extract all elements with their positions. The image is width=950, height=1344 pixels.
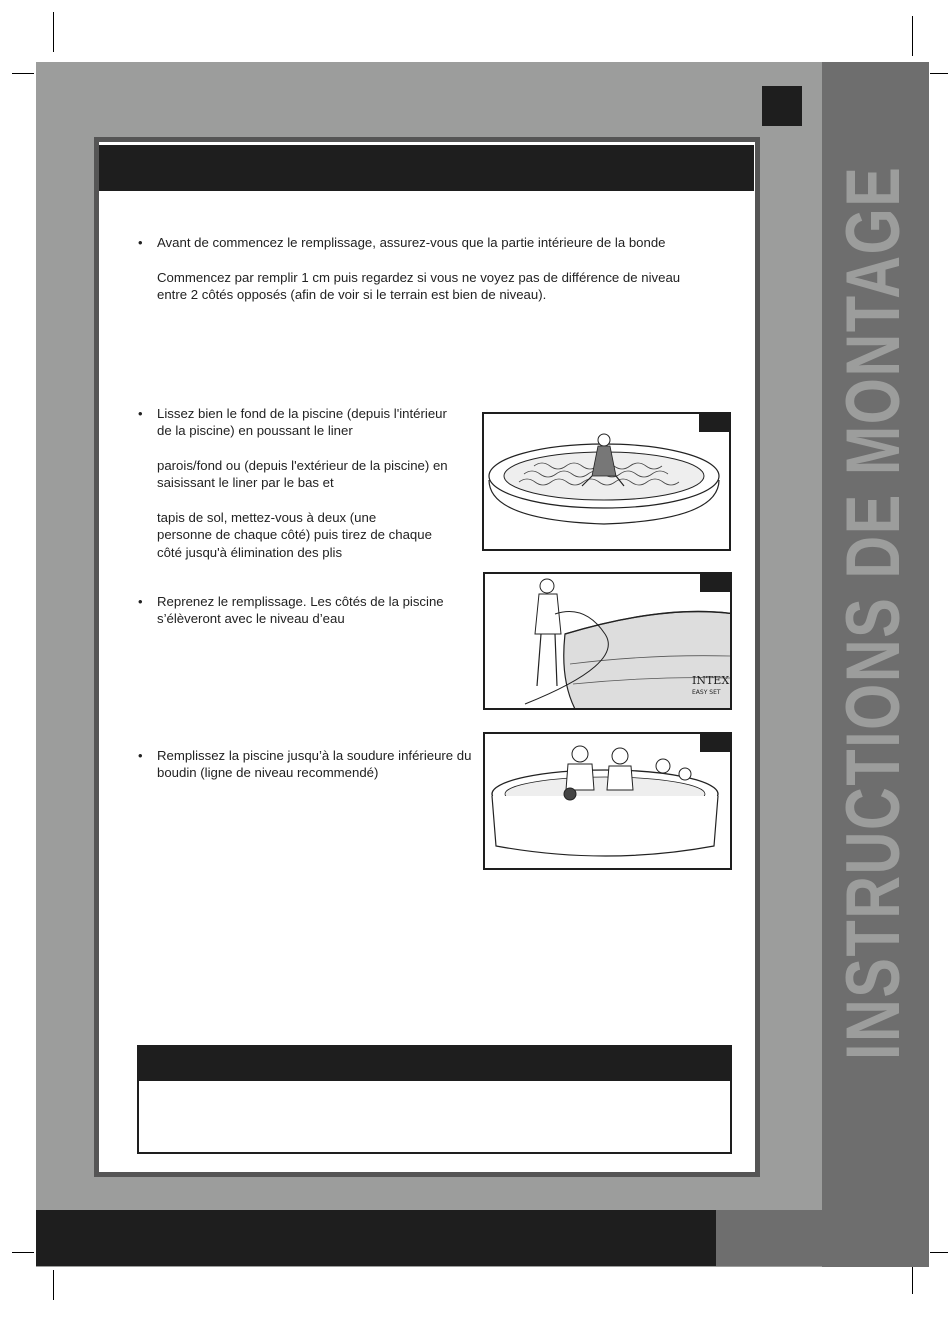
bullet: • (138, 748, 143, 763)
figure-number-tab (699, 414, 729, 432)
section-3-paragraph-1: Reprenez le remplissage. Les côtés de la piscine s’élèveront avec le niveau d’eau (157, 594, 444, 627)
section-1-line-1: Avant de commencez le remplissage, assurez-vous que la partie intérieure de la bonde (157, 235, 666, 250)
section-2-paragraph-3: tapis de sol, mettez-vous à deux (une personne de chaque côté) puis tirez de chaque côté jusqu'à élimination des plis (157, 510, 432, 560)
pool-full-illustration (483, 732, 732, 870)
crop-mark (12, 73, 34, 74)
section-4-paragraph-1: Remplissez la piscine jusqu’à la soudure inférieure du boudin (ligne de niveau recommendé) (157, 748, 472, 781)
crop-mark (912, 1264, 913, 1294)
bullet: • (138, 406, 143, 421)
pool-full-drawing (485, 734, 730, 868)
note-box (137, 1045, 732, 1154)
bullet: • (138, 594, 143, 609)
pool-filling-illustration (483, 572, 732, 710)
panel-header-bar (99, 145, 754, 191)
pool-filling-drawing (485, 574, 730, 708)
figure-number-tab (700, 734, 730, 752)
pool-smoothing-illustration (482, 412, 731, 551)
figure-number-tab (700, 574, 730, 592)
crop-mark (930, 1252, 948, 1253)
note-box-header (139, 1047, 730, 1081)
fig2-brand-subtext: EASY SET (692, 689, 721, 696)
section-2-paragraph-1: Lissez bien le fond de la piscine (depuis l'intérieur de la piscine) en poussant le liner (157, 406, 447, 439)
pool-smoothing-drawing (484, 414, 729, 549)
crop-mark (53, 12, 54, 52)
bullet: • (138, 235, 143, 250)
section-1-paragraph-2: Commencez par remplir 1 cm puis regardez si vous ne voyez pas de différence de niveau entre 2 côtés opposés (afin de voir si le terrain est bien de niveau). (157, 270, 681, 303)
footer-tab (716, 1210, 822, 1266)
crop-mark (930, 73, 948, 74)
footer-bar (36, 1210, 716, 1266)
corner-marker (762, 86, 802, 126)
crop-mark (12, 1252, 34, 1253)
vertical-title: INSTRUCTIONS DE MONTAGE (831, 165, 916, 1060)
section-2-paragraph-2: parois/fond ou (depuis l'extérieur de la piscine) en saisissant le liner par le bas et (157, 458, 448, 491)
fig2-brand-text: INTEX (692, 674, 730, 687)
crop-mark (912, 16, 913, 56)
crop-mark (53, 1270, 54, 1300)
